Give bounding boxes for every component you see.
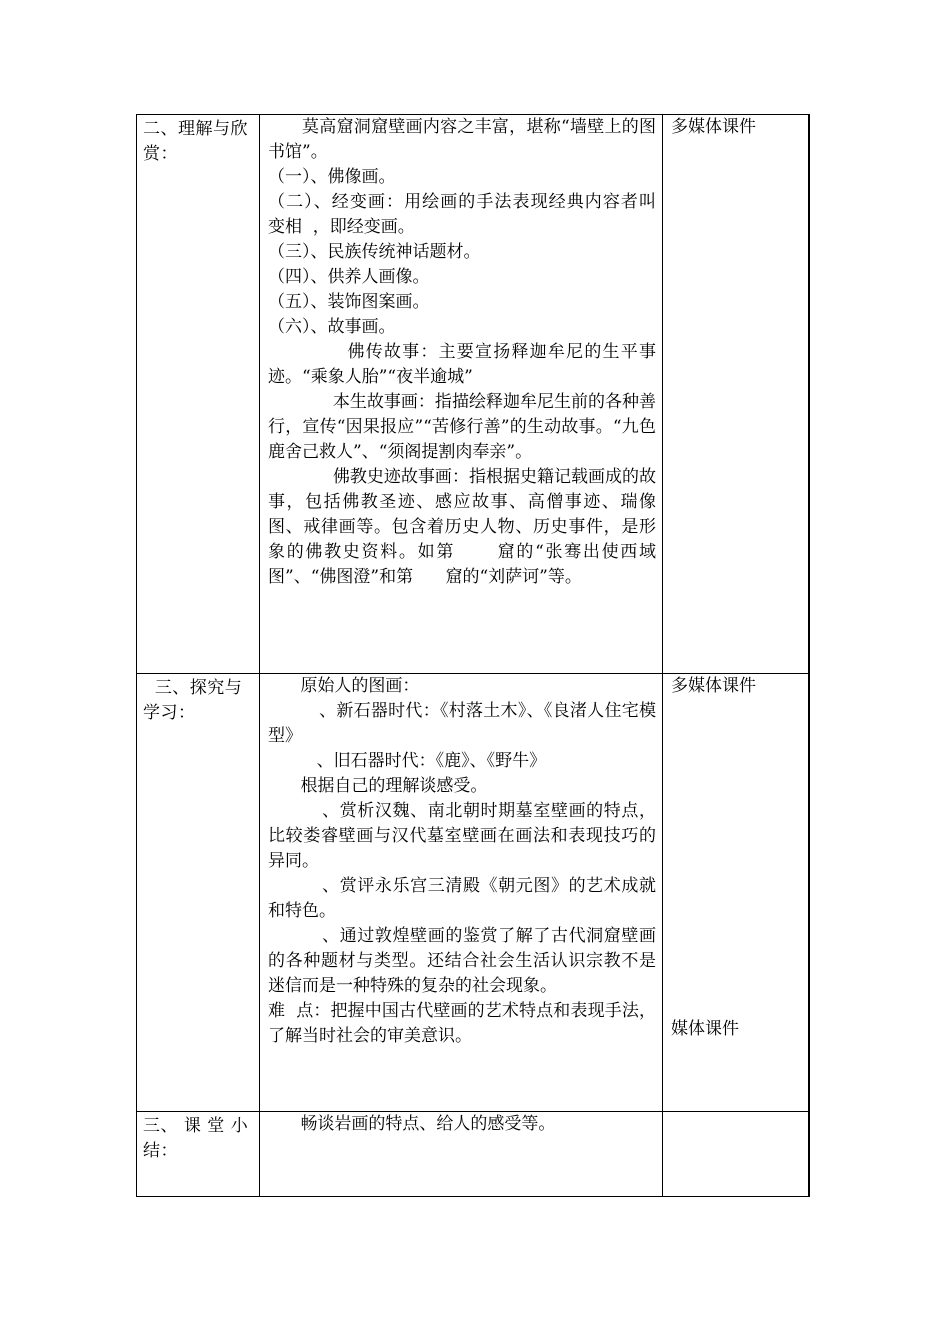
difficulty-line: 难 点：把握中国古代壁画的艺术特点和表现手法，了解当时社会的审美意识。 <box>268 1001 656 1046</box>
media-label: 多媒体课件 <box>671 676 756 696</box>
stage-label: 三、探究与学习： <box>143 678 243 723</box>
content-line: 莫高窟洞窟壁画内容之丰富，堪称“墙壁上的图书馆”。 <box>268 117 656 162</box>
content-cell <box>260 674 663 1112</box>
content-line: 本生故事画：指描绘释迦牟尼生前的各种善行，宣传“因果报应”“苦修行善”的生动故事。“九色鹿舍己救人”、“须阁提割肉奉亲”。 <box>268 392 656 462</box>
content-line: （三）、民族传统神话题材。 <box>268 242 481 262</box>
content-cell <box>260 115 667 674</box>
stage-cell <box>137 1112 260 1197</box>
content-line: （二）、经变画：用绘画的手法表现经典内容者叫 变相 ，即经变画。 <box>268 192 667 237</box>
content-line: 、旧石器时代：《鹿》、《野牛》 <box>268 751 547 771</box>
media-cell <box>663 115 810 674</box>
stage-label: 二、理解与欣赏： <box>143 119 248 164</box>
stage-cell <box>137 115 260 674</box>
media-label-secondary: 媒体课件 <box>671 1019 739 1039</box>
content-line: 、赏评永乐宫三清殿《朝元图》的艺术成就和特色。 <box>268 876 656 921</box>
table-row <box>137 115 810 674</box>
content-line: 、通过敦煌壁画的鉴赏了解了古代洞窟壁画的各种题材与类型。还结合社会生活认识宗教不是迷信而是一种特殊的复杂的社会现象。 <box>268 926 656 996</box>
content-line: （四）、供养人画像。 <box>268 267 430 287</box>
content-line: 佛教史迹故事画：指根据史籍记载画成的故事，包括佛教圣迹、感应故事、高僧事迹、瑞像图、戒律画等。包含着历史人物、历史事件，是形象的佛教史资料。如第 窟的“张骞出使西域图”、“佛图澄”和第 窟的“刘萨诃”等。 <box>268 467 656 587</box>
stage-cell <box>137 674 260 1112</box>
content-line: 、赏析汉魏、南北朝时期墓室壁画的特点，比较娄睿壁画与汉代墓室壁画在画法和表现技巧的异同。 <box>268 801 656 871</box>
content-line: （六）、故事画。 <box>268 317 396 337</box>
content-line: 原始人的图画： <box>268 676 420 696</box>
content-line: （一）、佛像画。 <box>268 167 396 187</box>
content-line: 、新石器时代：《村落土木》、《良渚人住宅模型》 <box>268 701 656 746</box>
media-cell <box>663 674 810 1112</box>
content-cell <box>260 1112 663 1197</box>
media-label: 多媒体课件 <box>671 117 756 137</box>
content-line: 畅谈岩画的特点、给人的感受等。 <box>268 1114 556 1134</box>
stage-label: 三、 课 堂 小 结： <box>143 1116 249 1161</box>
table-row <box>137 674 810 1112</box>
content-line: 根据自己的理解谈感受。 <box>268 776 488 796</box>
content-line: 佛传故事：主要宣扬释迦牟尼的生平事迹。“乘象人胎”“夜半逾城” <box>268 342 656 387</box>
media-cell <box>663 1112 810 1197</box>
table-row <box>137 1112 810 1197</box>
content-line: （五）、装饰图案画。 <box>268 292 430 312</box>
lesson-plan-table <box>136 114 810 1197</box>
